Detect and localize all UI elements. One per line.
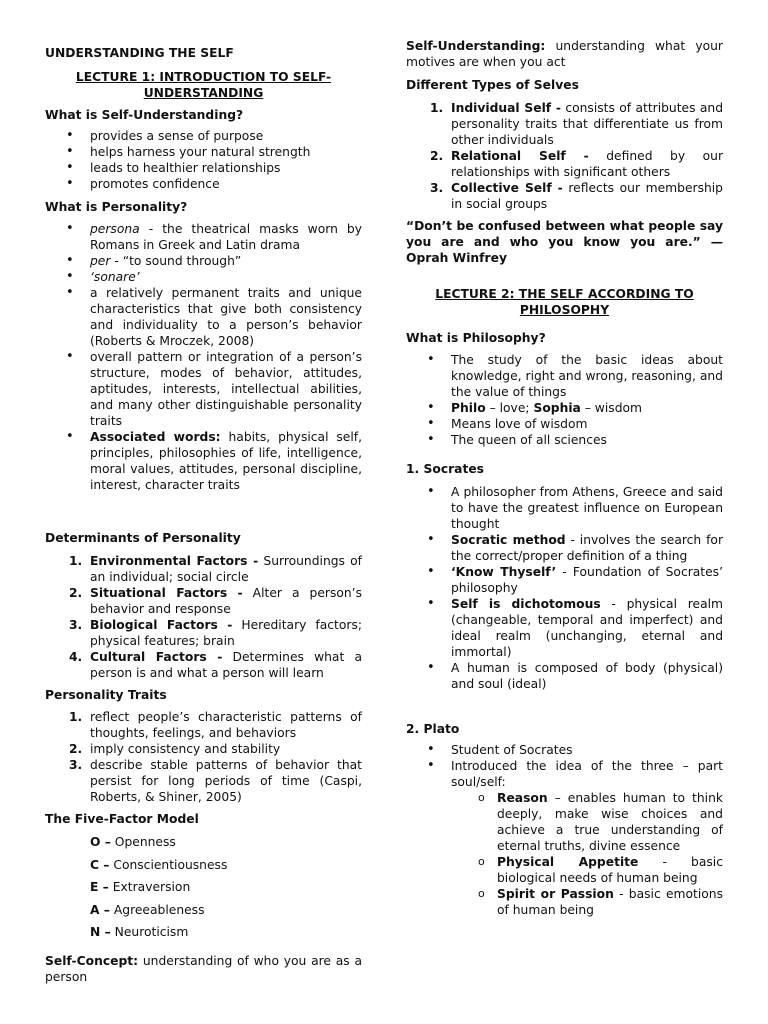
personality-traits-heading: Personality Traits bbox=[45, 688, 167, 702]
types-of-selves-heading: Different Types of Selves bbox=[406, 78, 579, 92]
list-item: • Introduced the idea of the three – part soul/self: bbox=[406, 758, 723, 790]
list-item: • Student of Socrates bbox=[406, 742, 723, 758]
lecture-1-title: LECTURE 1: INTRODUCTION TO SELF-UNDERSTANDING bbox=[75, 70, 332, 100]
list-item: 1. reflect people’s characteristic patterns of thoughts, feelings, and behaviors bbox=[69, 710, 362, 740]
list-item: 4. Cultural Factors - Determines what a person is and what a person will learn bbox=[69, 650, 362, 680]
personality-traits-list bbox=[45, 709, 362, 805]
list-item: 3. Collective Self - reflects our membership in social groups bbox=[430, 181, 723, 211]
socrates-heading: 1. Socrates bbox=[406, 462, 485, 476]
list-item: • The study of the basic ideas about knowledge, right and wrong, reasoning, and the value of things bbox=[406, 352, 723, 400]
list-item: 3. Biological Factors - Hereditary factors; physical features; brain bbox=[69, 618, 362, 648]
personality-list bbox=[45, 221, 362, 493]
five-factor-item: N – Neuroticism bbox=[90, 925, 189, 939]
list-item: • Socratic method - involves the search for the correct/proper definition of a thing bbox=[406, 532, 723, 564]
list-item: • a relatively permanent traits and unique characteristics that give both consistency and individuality to a person’s behavior (Roberts & Mroczek, 2008) bbox=[45, 285, 362, 349]
list-item: 3. describe stable patterns of behavior that persist for long periods of time (Caspi, Roberts, & Shiner, 2005) bbox=[69, 758, 362, 804]
plato-list bbox=[406, 742, 723, 790]
list-item: • leads to healthier relationships bbox=[45, 160, 362, 176]
lecture-2-title: LECTURE 2: THE SELF ACCORDING TO PHILOSOPHY bbox=[435, 287, 694, 317]
list-item: • ‘sonare’ bbox=[45, 269, 362, 285]
list-item: • helps harness your natural strength bbox=[45, 144, 362, 160]
self-understanding-heading: What is Self-Understanding? bbox=[45, 108, 244, 122]
document-title: UNDERSTANDING THE SELF bbox=[45, 46, 234, 60]
philosophy-heading: What is Philosophy? bbox=[406, 331, 546, 345]
list-item: • promotes confidence bbox=[45, 176, 362, 192]
list-item: 2. Situational Factors - Alter a person’s behavior and response bbox=[69, 586, 362, 616]
five-factor-item: A – Agreeableness bbox=[90, 902, 205, 917]
determinants-list bbox=[45, 553, 362, 681]
five-factor-item: C – Conscientiousness bbox=[90, 857, 228, 872]
list-item: • The queen of all sciences bbox=[406, 432, 723, 448]
list-item: 2. imply consistency and stability bbox=[69, 742, 281, 756]
types-of-selves-list bbox=[406, 100, 723, 212]
plato-soul-parts-list bbox=[406, 790, 723, 918]
list-item: • Self is dichotomous - physical realm (changeable, temporal and imperfect) and ideal realm (unchanging, eternal and immortal) bbox=[406, 596, 723, 660]
list-item: • per - “to sound through” bbox=[45, 253, 362, 269]
list-item: • A philosopher from Athens, Greece and said to have the greatest influence on European thought bbox=[406, 484, 723, 532]
list-item: • A human is composed of body (physical) and soul (ideal) bbox=[406, 660, 723, 692]
list-item: o Physical Appetite - basic biological needs of human being bbox=[406, 854, 723, 886]
list-item: • Philo – love; Sophia – wisdom bbox=[406, 400, 723, 416]
list-item: 1. Environmental Factors - Surroundings of an individual; social circle bbox=[69, 554, 363, 584]
five-factor-item: E – Extraversion bbox=[90, 880, 191, 894]
list-item: 2. Relational Self - defined by our relationships with significant others bbox=[430, 149, 723, 179]
list-item: o Reason – enables human to think deeply, make wise choices and achieve a true understanding of eternal truths, divine essence bbox=[406, 790, 723, 854]
list-item: • overall pattern or integration of a person’s structure, modes of behavior, attitudes, aptitudes, interests, intellectual abilities, and many other distinguishable personality traits bbox=[45, 349, 362, 429]
five-factor-item: O – Openness bbox=[90, 835, 176, 849]
oprah-quote: “Don’t be confused between what people say you are and who you know you are.” — Oprah Winfrey bbox=[406, 219, 723, 265]
self-understanding-definition: Self-Understanding: understanding what your motives are when you act bbox=[406, 39, 723, 69]
list-item: • Associated words: habits, physical self, principles, philosophies of life, intelligence, moral values, attitudes, personal discipline, interest, character traits bbox=[45, 429, 362, 493]
personality-heading: What is Personality? bbox=[45, 200, 188, 214]
philosophy-list bbox=[406, 352, 723, 448]
plato-heading: 2. Plato bbox=[406, 722, 460, 736]
list-item: • Means love of wisdom bbox=[406, 416, 723, 432]
list-item: 1. Individual Self - consists of attributes and personality traits that differentiate us from other individuals bbox=[430, 101, 723, 147]
five-factor-list bbox=[45, 834, 362, 947]
list-item: • ‘Know Thyself’ - Foundation of Socrates’ philosophy bbox=[406, 564, 723, 596]
list-item: • persona - the theatrical masks worn by Romans in Greek and Latin drama bbox=[45, 221, 362, 253]
five-factor-heading: The Five-Factor Model bbox=[45, 812, 199, 826]
self-understanding-list bbox=[45, 128, 362, 192]
list-item: o Spirit or Passion - basic emotions of human being bbox=[406, 886, 723, 918]
socrates-list bbox=[406, 484, 723, 692]
determinants-heading: Determinants of Personality bbox=[45, 531, 241, 545]
list-item: • provides a sense of purpose bbox=[45, 128, 362, 144]
self-concept-definition: Self-Concept: understanding of who you are as a person bbox=[45, 954, 362, 984]
